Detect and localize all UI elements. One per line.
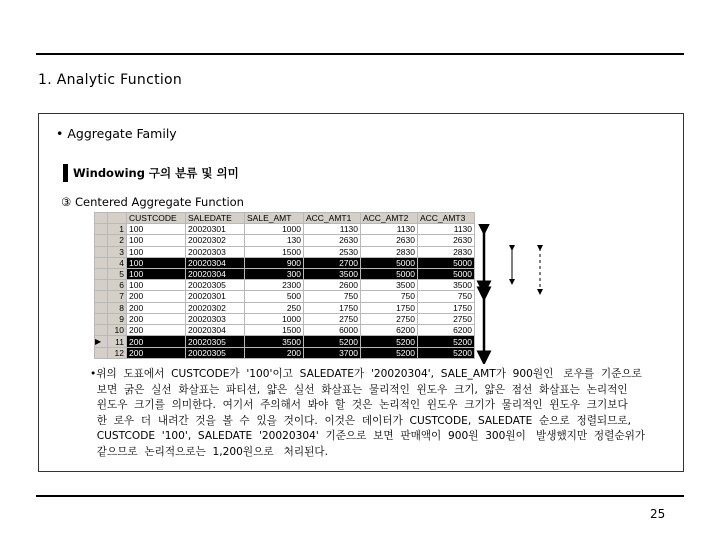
table-row[interactable] (95, 291, 475, 302)
table-row[interactable] (95, 280, 475, 291)
row-indicator (95, 291, 108, 302)
row-indicator (95, 348, 108, 359)
note-line: 같으므로 논리적으로는 1,200원으로 처리된다. (90, 445, 328, 458)
note-line: 한 로우 더 내려간 것을 볼 수 있을 것이다. 이것은 데이터가 CUSTCODE, SALEDATE 순으로 정렬되므로, (90, 414, 631, 427)
cell-acc-amt2: 1130 (361, 224, 418, 235)
result-grid (94, 212, 475, 359)
cell-acc-amt3: 5000 (418, 257, 475, 268)
row-number: 10 (108, 324, 127, 335)
cell-acc-amt3: 5200 (418, 348, 475, 359)
cell-acc-amt2: 5000 (361, 268, 418, 279)
row-number: 1 (108, 224, 127, 235)
grid-corner-2 (108, 213, 127, 224)
cell-sale-amt: 1500 (245, 246, 304, 257)
row-indicator (95, 224, 108, 235)
table-row[interactable] (95, 302, 475, 313)
row-indicator (95, 302, 108, 313)
table-row[interactable] (95, 268, 475, 279)
cell-sale-amt: 130 (245, 235, 304, 246)
note-line: CUSTCODE '100', SALEDATE '20020304' 기준으로 보면 판매액이 900원 300원이 발생했지만 정렬순위가 (90, 430, 646, 442)
cell-custcode: 200 (127, 291, 186, 302)
cell-acc-amt3: 5200 (418, 336, 475, 348)
cell-acc-amt1: 6000 (304, 324, 361, 335)
cell-sale-amt: 900 (245, 257, 304, 268)
row-indicator: ▶ (95, 336, 108, 348)
cell-acc-amt3: 2630 (418, 235, 475, 246)
cell-acc-amt1: 2700 (304, 257, 361, 268)
col-acc-amt3[interactable]: ACC_AMT3 (418, 213, 475, 224)
cell-acc-amt2: 750 (361, 291, 418, 302)
cell-acc-amt3: 750 (418, 291, 475, 302)
cell-acc-amt2: 2830 (361, 246, 418, 257)
cell-acc-amt3: 1750 (418, 302, 475, 313)
cell-sale-amt: 300 (245, 268, 304, 279)
cell-saledate: 20020303 (186, 246, 245, 257)
cell-custcode: 200 (127, 313, 186, 324)
cell-acc-amt2: 6200 (361, 324, 418, 335)
cell-acc-amt1: 2750 (304, 313, 361, 324)
table-row[interactable] (95, 313, 475, 324)
cell-acc-amt1: 2600 (304, 280, 361, 291)
top-rule (36, 53, 684, 55)
page-title: 1. Analytic Function (38, 72, 183, 88)
row-indicator (95, 235, 108, 246)
cell-saledate: 20020302 (186, 302, 245, 313)
cell-custcode: 100 (127, 224, 186, 235)
cell-sale-amt: 3500 (245, 336, 304, 348)
cell-sale-amt: 250 (245, 302, 304, 313)
table-row[interactable] (95, 324, 475, 335)
cell-acc-amt3: 2830 (418, 246, 475, 257)
cell-custcode: 200 (127, 348, 186, 359)
cell-sale-amt: 2300 (245, 280, 304, 291)
row-indicator (95, 324, 108, 335)
cell-acc-amt1: 5200 (304, 336, 361, 348)
cell-acc-amt2: 5200 (361, 348, 418, 359)
row-number: 8 (108, 302, 127, 313)
bottom-rule (36, 495, 684, 497)
grid-corner (95, 213, 108, 224)
table-row[interactable] (95, 246, 475, 257)
col-saledate[interactable]: SALEDATE (186, 213, 245, 224)
note-line: 보면 굵은 실선 화살표는 파티션, 얇은 실선 화살표는 물리적인 윈도우 크기, 얇은 점선 화살표는 논리적인 (90, 383, 628, 396)
table-row[interactable] (95, 348, 475, 359)
row-indicator (95, 280, 108, 291)
cell-acc-amt1: 1750 (304, 302, 361, 313)
cell-custcode: 100 (127, 257, 186, 268)
cell-acc-amt2: 5000 (361, 257, 418, 268)
cell-acc-amt2: 2750 (361, 313, 418, 324)
note-line: 윈도우 크기를 의미한다. 여기서 주의해서 봐야 할 것은 논리적인 윈도우 크기가 물리적인 윈도우 크기보다 (90, 399, 628, 411)
cell-custcode: 100 (127, 280, 186, 291)
cell-acc-amt2: 1750 (361, 302, 418, 313)
cell-acc-amt3: 2750 (418, 313, 475, 324)
row-number: 12 (108, 348, 127, 359)
cell-saledate: 20020303 (186, 313, 245, 324)
cell-acc-amt3: 5000 (418, 268, 475, 279)
cell-sale-amt: 1500 (245, 324, 304, 335)
row-number: 5 (108, 268, 127, 279)
note-line: •위의 도표에서 CUSTCODE가 '100'이고 SALEDATE가 '20020304', SALE_AMT가 900원인 로우를 기준으로 (90, 368, 642, 380)
bullet-heading: • Aggregate Family (56, 126, 177, 141)
cell-acc-amt1: 1130 (304, 224, 361, 235)
cell-saledate: 20020304 (186, 268, 245, 279)
row-number: 3 (108, 246, 127, 257)
row-indicator (95, 313, 108, 324)
section-heading: Windowing 구의 분류 및 의미 (63, 164, 239, 182)
cell-acc-amt2: 5200 (361, 336, 418, 348)
row-number: 9 (108, 313, 127, 324)
cell-custcode: 200 (127, 302, 186, 313)
table-row[interactable] (95, 336, 475, 348)
cell-sale-amt: 500 (245, 291, 304, 302)
cell-acc-amt1: 3500 (304, 268, 361, 279)
cell-custcode: 100 (127, 235, 186, 246)
row-indicator (95, 246, 108, 257)
cell-acc-amt1: 750 (304, 291, 361, 302)
col-custcode[interactable]: CUSTCODE (127, 213, 186, 224)
table-row[interactable] (95, 235, 475, 246)
window-arrows (470, 224, 570, 364)
cell-saledate: 20020301 (186, 291, 245, 302)
cell-sale-amt: 200 (245, 348, 304, 359)
row-indicator (95, 268, 108, 279)
cell-saledate: 20020304 (186, 257, 245, 268)
col-acc-amt1[interactable]: ACC_AMT1 (304, 213, 361, 224)
cell-acc-amt1: 2530 (304, 246, 361, 257)
explanation-note (90, 367, 686, 460)
grid-header-row (95, 213, 475, 224)
cell-acc-amt3: 3500 (418, 280, 475, 291)
col-acc-amt2[interactable]: ACC_AMT2 (361, 213, 418, 224)
cell-saledate: 20020301 (186, 224, 245, 235)
row-number: 11 (108, 336, 127, 348)
cell-acc-amt1: 3700 (304, 348, 361, 359)
cell-custcode: 200 (127, 336, 186, 348)
row-number: 2 (108, 235, 127, 246)
row-indicator (95, 257, 108, 268)
cell-saledate: 20020304 (186, 324, 245, 335)
cell-acc-amt2: 3500 (361, 280, 418, 291)
cell-custcode: 100 (127, 268, 186, 279)
cell-acc-amt3: 1130 (418, 224, 475, 235)
table-row[interactable] (95, 224, 475, 235)
cell-saledate: 20020305 (186, 280, 245, 291)
table-row[interactable] (95, 257, 475, 268)
cell-acc-amt3: 6200 (418, 324, 475, 335)
page-number: 25 (650, 507, 666, 521)
cell-saledate: 20020305 (186, 348, 245, 359)
cell-saledate: 20020305 (186, 336, 245, 348)
cell-sale-amt: 1000 (245, 313, 304, 324)
cell-saledate: 20020302 (186, 235, 245, 246)
cell-acc-amt2: 2630 (361, 235, 418, 246)
col-sale-amt[interactable]: SALE_AMT (245, 213, 304, 224)
cell-custcode: 100 (127, 246, 186, 257)
cell-acc-amt1: 2630 (304, 235, 361, 246)
row-number: 4 (108, 257, 127, 268)
cell-sale-amt: 1000 (245, 224, 304, 235)
cell-custcode: 200 (127, 324, 186, 335)
row-number: 7 (108, 291, 127, 302)
row-number: 6 (108, 280, 127, 291)
sub-heading: ③ Centered Aggregate Function (61, 195, 244, 209)
